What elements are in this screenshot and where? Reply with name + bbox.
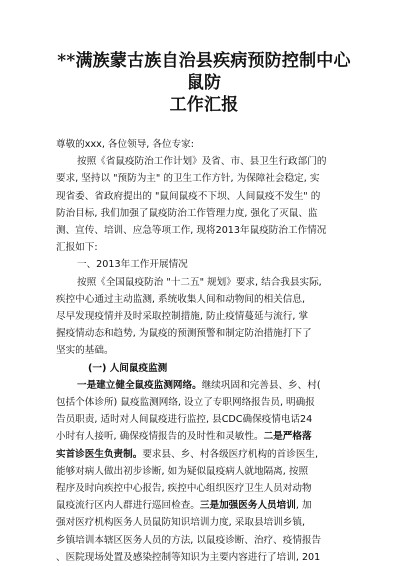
text-span: 鼠疫流行区内人群进行巡回检查。: [56, 500, 200, 512]
paragraph-monitoring-overview: [56, 274, 352, 360]
paragraph-line: 按照《全国鼠疫防治 "十二五" 规划》要求, 结合我县实际,: [77, 276, 322, 288]
paragraph-line: 程序及时向疾控中心报告, 疾控中心组织医疗卫生人员对动物: [56, 483, 312, 495]
paragraph-line: 要求, 坚持以 "预防为主" 的卫生工作方针, 为保障社会稳定, 实: [56, 173, 320, 185]
paragraph-line: 疾控中心通过主动监测, 系统收集人间和动物间的相关信息,: [56, 293, 305, 305]
paragraph-line: 坚实的基础。: [56, 345, 114, 357]
paragraph-line: [56, 428, 352, 445]
paragraph-line: 握疫情动态和趋势, 为鼠疫的预测预警和制定防治措施打下了: [56, 328, 312, 340]
paragraph-line: 现省委、省政府提出的 "鼠间鼠疫不下坝、人间鼠疫不发生" 的: [56, 190, 321, 202]
paragraph-line: 防治目标, 我们加强了鼠疫防治工作管理力度, 强化了灭鼠、监: [56, 207, 318, 219]
paragraph-line: 强对医疗机构医务人员鼠防知识培训力度, 采取县培训乡镇,: [56, 517, 305, 529]
text-span: 要求县、乡、村各级医疗机构的首诊医生,: [142, 448, 319, 460]
paragraph-intro: [56, 153, 352, 256]
bold-point-3: 三是加强医务人员培训: [199, 500, 296, 512]
text-span: , 加: [295, 500, 312, 512]
paragraph-line: [56, 446, 352, 463]
paragraph-line: 测、宣传、培训、应急等项工作, 现将2013年鼠疫防治工作情况: [56, 225, 327, 237]
document-title: [56, 50, 352, 116]
text-span: 小时有人接听, 确保疫情报告的及时性和灵敏性。: [56, 431, 264, 443]
paragraph-line: 按照《省鼠疫防治工作计划》及省、市、县卫生行政部门的: [77, 156, 327, 168]
title-line-2: 工作汇报: [169, 95, 239, 115]
paragraph-line: 汇报如下:: [56, 242, 98, 254]
text-span: 继续巩固和完善县、乡、村(: [201, 379, 321, 391]
paragraph-line: 、医院现场处置及感染控制等知识为主要内容进行了培训, 201: [56, 551, 321, 563]
bold-point-2: 二是严格落: [263, 431, 312, 443]
greeting: 尊敬的xxx, 各位领导, 各位专家:: [56, 139, 194, 150]
paragraph-line: 包括个体诊所) 鼠疫监测网络, 设立了专职网络报告员, 明确报: [56, 397, 315, 409]
paragraph-line: 尽早发现疫情并及时采取控制措施, 防止疫情蔓延与流行, 掌: [56, 311, 309, 323]
bold-point-1: 一是建立健全鼠疫监测网络。: [77, 379, 202, 391]
subsection-heading: (一) 人间鼠疫监测: [88, 362, 168, 374]
paragraph-line: [56, 497, 352, 514]
paragraph-line: [56, 377, 352, 394]
section-heading: 一、2013年工作开展情况: [77, 259, 188, 271]
title-line-1: **满族蒙古族自治县疾病预防控制中心鼠防: [57, 51, 351, 93]
paragraph-human-plague-monitoring: [56, 377, 352, 566]
paragraph-line: 能够对病人做出初步诊断, 如为疑似鼠疫病人就地隔离, 按照: [56, 465, 309, 477]
paragraph-line: 告员职责, 适时对人间鼠疫进行监控, 县CDC确保疫情电话24: [56, 414, 313, 426]
bold-point-2-cont: 实首诊医生负责制。: [56, 448, 143, 460]
paragraph-line: 乡镇培训本辖区医务人员的方法, 以鼠疫诊断、治疗、疫情报告: [56, 534, 322, 546]
